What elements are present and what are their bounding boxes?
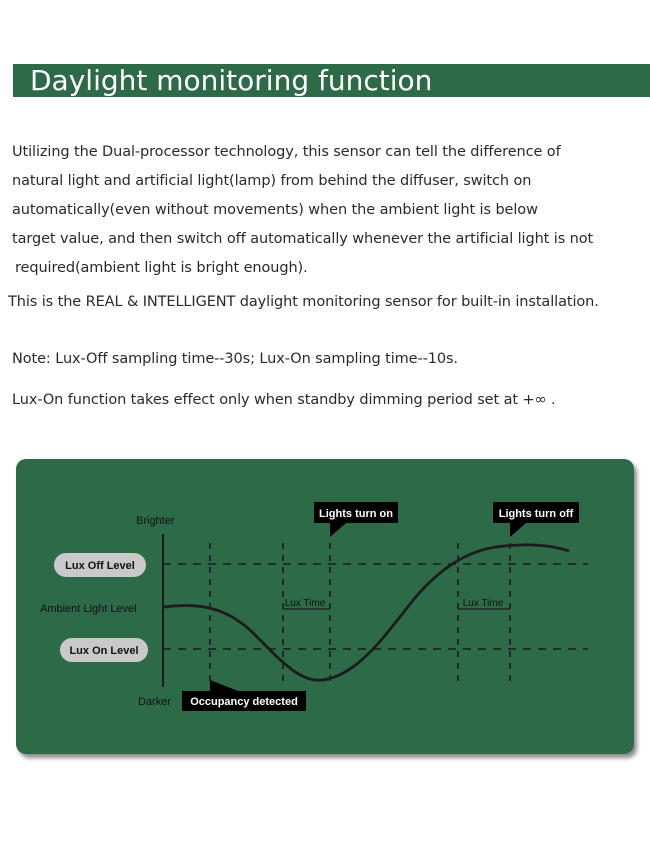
intro-line: Utilizing the Dual-processor technology, this sensor can tell the difference of	[12, 144, 561, 160]
brighter-label: Brighter	[136, 515, 175, 527]
lux-on-note: Lux-On function takes effect only when standby dimming period set at +∞ .	[12, 392, 556, 408]
ambient-light-curve	[163, 545, 569, 680]
occupancy-callout-pointer	[210, 680, 238, 691]
lights-turn-on-callout-pointer	[330, 523, 346, 537]
real-intelligent-paragraph: This is the REAL & INTELLIGENT daylight monitoring sensor for built-in installation.	[8, 294, 599, 310]
lux-off-level-label: Lux Off Level	[65, 560, 135, 572]
lux-on-level-label: Lux On Level	[69, 645, 139, 657]
lux-time-1-label: Lux Time	[284, 598, 326, 609]
lights-turn-on-label: Lights turn on	[319, 508, 393, 520]
occupancy-detected-label: Occupancy detected	[190, 696, 298, 708]
intro-line: required(ambient light is bright enough).	[15, 260, 308, 276]
lux-time-2-label: Lux Time	[462, 598, 504, 609]
intro-line: target value, and then switch off automatically whenever the artificial light is not	[12, 231, 594, 247]
lights-turn-off-callout-pointer	[510, 523, 526, 537]
darker-label: Darker	[138, 696, 172, 708]
intro-paragraph	[12, 138, 593, 283]
intro-line: natural light and artificial light(lamp) from behind the diffuser, switch on	[12, 173, 532, 189]
ambient-light-level-label: Ambient Light Level	[40, 603, 137, 615]
sampling-time-note: Note: Lux-Off sampling time--30s; Lux-On sampling time--10s.	[12, 351, 458, 367]
lights-turn-off-label: Lights turn off	[498, 508, 574, 520]
intro-line: automatically(even without movements) when the ambient light is below	[12, 202, 538, 218]
page-title: Daylight monitoring function	[13, 64, 650, 97]
diagram-svg	[16, 459, 634, 754]
daylight-monitoring-diagram	[16, 459, 634, 754]
